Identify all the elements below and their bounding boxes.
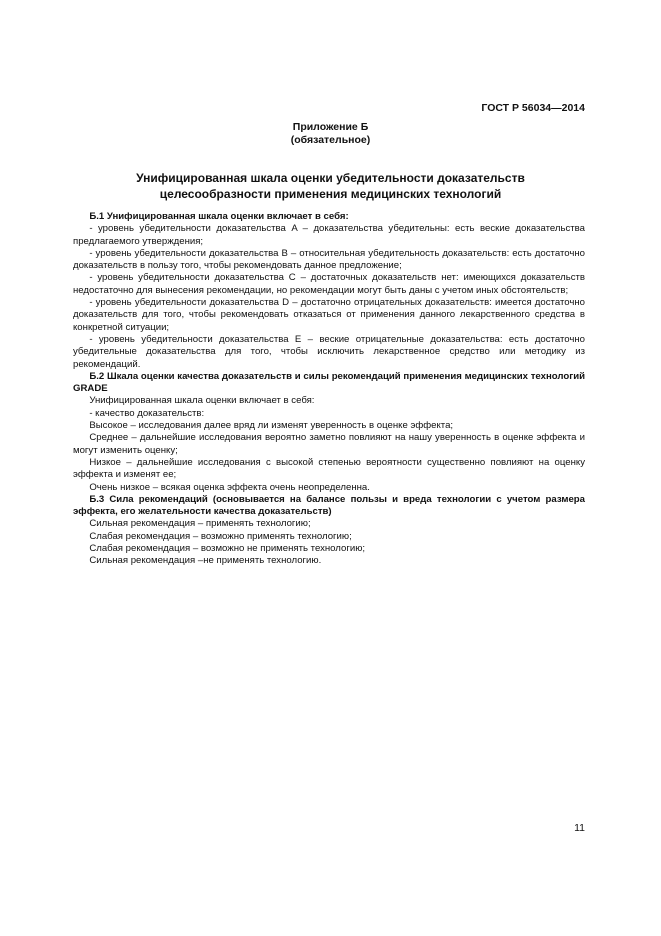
appendix-status: (обязательное) [290,134,371,146]
paragraph: - уровень убедительности доказательства E – веские отрицательные доказательства: есть достаточно убедительные доказательства для того, чтобы исключить лекарственное средство или методику из рекомендаций. [73,333,585,370]
paragraph: Унифицированная шкала оценки включает в себя: [89,395,315,407]
paragraph: Сильная рекомендация –не применять технологию. [89,555,322,567]
paragraph: Низкое – дальнейшие исследования с высокой степенью вероятности существенно повлияют на оценку эффекта и изменят ее; [73,456,585,481]
section-heading: Б.1 Унифицированная шкала оценки включает в себя: [89,211,349,222]
section-heading: Б.2 Шкала оценки качества доказательств и силы рекомендаций применения медицинских технологий GRADE [73,370,585,395]
appendix-title: Приложение Б [292,121,369,133]
document-title-line-2: целесообразности применения медицинских технологий [159,187,502,201]
paragraph: - качество доказательств: [89,407,205,419]
paragraph: Сильная рекомендация – применять технологию; [89,518,311,530]
paragraph: Слабая рекомендация – возможно не применять технологию; [89,543,366,555]
body-text [73,211,585,568]
page-number: 11 [574,822,585,834]
paragraph: - уровень убедительности доказательства A – доказательства убедительны: есть веские доказательства предлагаемого утверждения; [73,223,585,247]
paragraph: Слабая рекомендация – возможно применять технологию; [89,530,352,542]
paragraph: Среднее – дальнейшие исследования вероятно заметно повлияют на нашу уверенность в оценке эффекта и могут изменить оценку; [73,432,585,456]
paragraph: Высокое – исследования далее вряд ли изменят уверенность в оценке эффекта; [89,420,454,432]
appendix-heading [0,121,661,147]
paragraph: Очень низкое – всякая оценка эффекта очень неопределенна. [89,481,370,493]
paragraph: - уровень убедительности доказательства B – относительная убедительность доказательств: есть достаточно доказательств в пользу того, чтобы рекомендовать данное предложение; [73,247,585,272]
section-heading: Б.3 Сила рекомендаций (основывается на балансе пользы и вреда технологии с учетом размера эффекта, его желательности качества доказательств) [73,493,585,518]
paragraph: - уровень убедительности доказательства D – достаточно отрицательных доказательств: имеется достаточно доказательств для того, чтобы рекомендовать отказаться от применения данного лекарственного средства в конкретной ситуации; [73,297,585,333]
document-title-line-1: Унифицированная шкала оценки убедительности доказательств [136,171,525,185]
paragraph: - уровень убедительности доказательства C – достаточных доказательств нет: имеющихся доказательств недостаточно для вынесения рекомендации, но рекомендации могут быть даны с учетом иных обстоятельств; [73,272,585,296]
document-title [60,170,601,202]
standard-code: ГОСТ Р 56034—2014 [481,102,585,114]
